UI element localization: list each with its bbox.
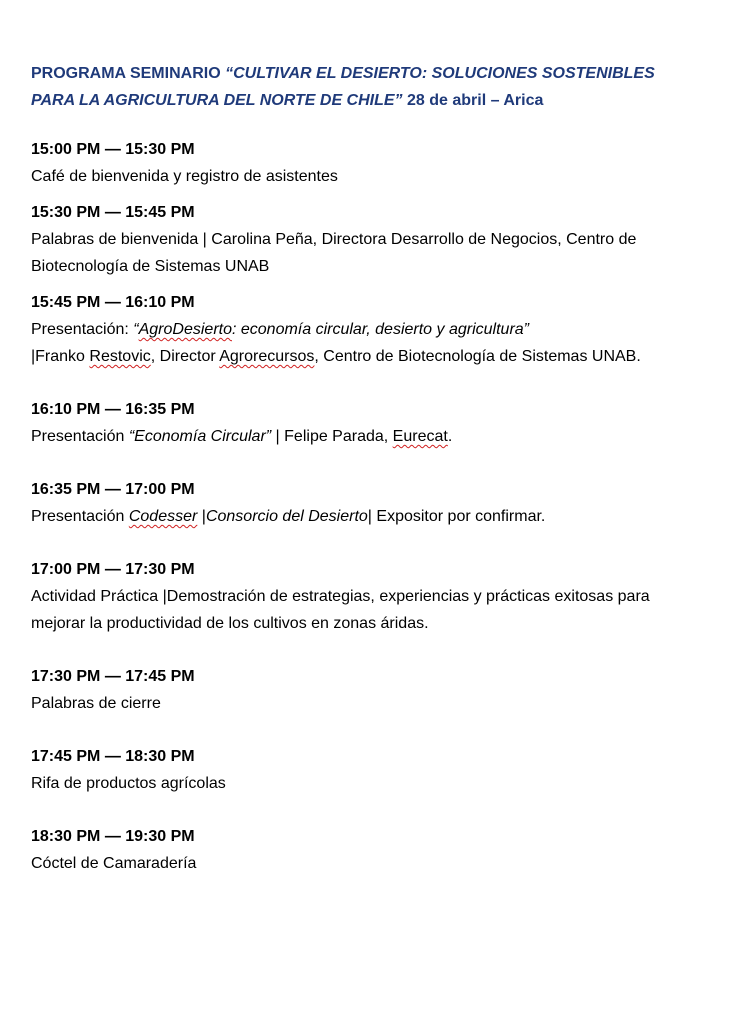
agenda-time: 17:30 PM — 17:45 PM [31,668,195,685]
agenda-item [31,396,671,450]
title-prefix: PROGRAMA SEMINARIO [31,65,226,82]
desc-organization: Consorcio del Desierto [205,508,368,525]
agenda-time: 18:30 PM — 19:30 PM [31,828,195,845]
desc-text: | Expositor por confirmar. [367,508,546,525]
agenda-description [31,423,671,450]
desc-text: . [447,428,453,445]
agenda-time: 15:00 PM — 15:30 PM [31,141,195,158]
desc-misspelled-word: Restovic [89,348,151,365]
agenda-description: Palabras de cierre [31,695,161,712]
agenda-description [31,316,671,370]
title-seminar-name: “CULTIVAR EL DESIERTO: SOLUCIONES SOSTENIBLES PARA LA AGRICULTURA DEL NORTE DE CHILE” [31,65,655,109]
desc-misspelled-word: Eurecat [392,428,448,445]
agenda-time: 15:30 PM — 15:45 PM [31,204,195,221]
desc-text: , Centro de Biotecnología de Sistemas UNAB. [314,348,641,365]
agenda-item [31,663,671,717]
agenda-description [31,503,671,530]
agenda-description: Actividad Práctica |Demostración de estrategias, experiencias y prácticas exitosas para mejorar la productividad de los cultivos en zonas áridas. [31,588,650,632]
agenda-time: 16:10 PM — 16:35 PM [31,401,195,418]
title-date-place: 28 de abril – Arica [402,92,544,109]
desc-misspelled-word: AgroDesierto [138,321,232,338]
agenda-description: Cóctel de Camaradería [31,855,197,872]
desc-misspelled-word: Codesser [128,508,198,525]
agenda-item [31,289,671,370]
desc-text: , Director [150,348,220,365]
document-page [31,60,671,877]
desc-text: Presentación [31,508,129,525]
agenda-item [31,743,671,797]
desc-text: | Felipe Parada, [271,428,393,445]
agenda-description: Palabras de bienvenida | Carolina Peña, Directora Desarrollo de Negocios, Centro de Biotecnología de Sistemas UNAB [31,231,637,275]
desc-text: |Franko [31,348,90,365]
desc-talk-title: “Economía Circular” [128,428,272,445]
agenda-description: Café de bienvenida y registro de asistentes [31,168,338,185]
desc-text: Presentación [31,428,129,445]
agenda-time: 17:00 PM — 17:30 PM [31,561,195,578]
desc-misspelled-word: Agrorecursos [219,348,315,365]
desc-talk-title: : economía circular, desierto y agricultura” [231,321,529,338]
agenda-time: 17:45 PM — 18:30 PM [31,748,195,765]
agenda-description: Rifa de productos agrícolas [31,775,226,792]
agenda-time: 16:35 PM — 17:00 PM [31,481,195,498]
document-title [31,60,671,114]
desc-text: | [197,508,206,525]
agenda-item [31,199,671,280]
agenda-time: 15:45 PM — 16:10 PM [31,294,195,311]
agenda-item [31,136,671,190]
agenda-item [31,476,671,530]
agenda-item [31,823,671,877]
agenda-item [31,556,671,637]
desc-quote: “ [133,321,139,338]
desc-text: Presentación: [31,321,134,338]
